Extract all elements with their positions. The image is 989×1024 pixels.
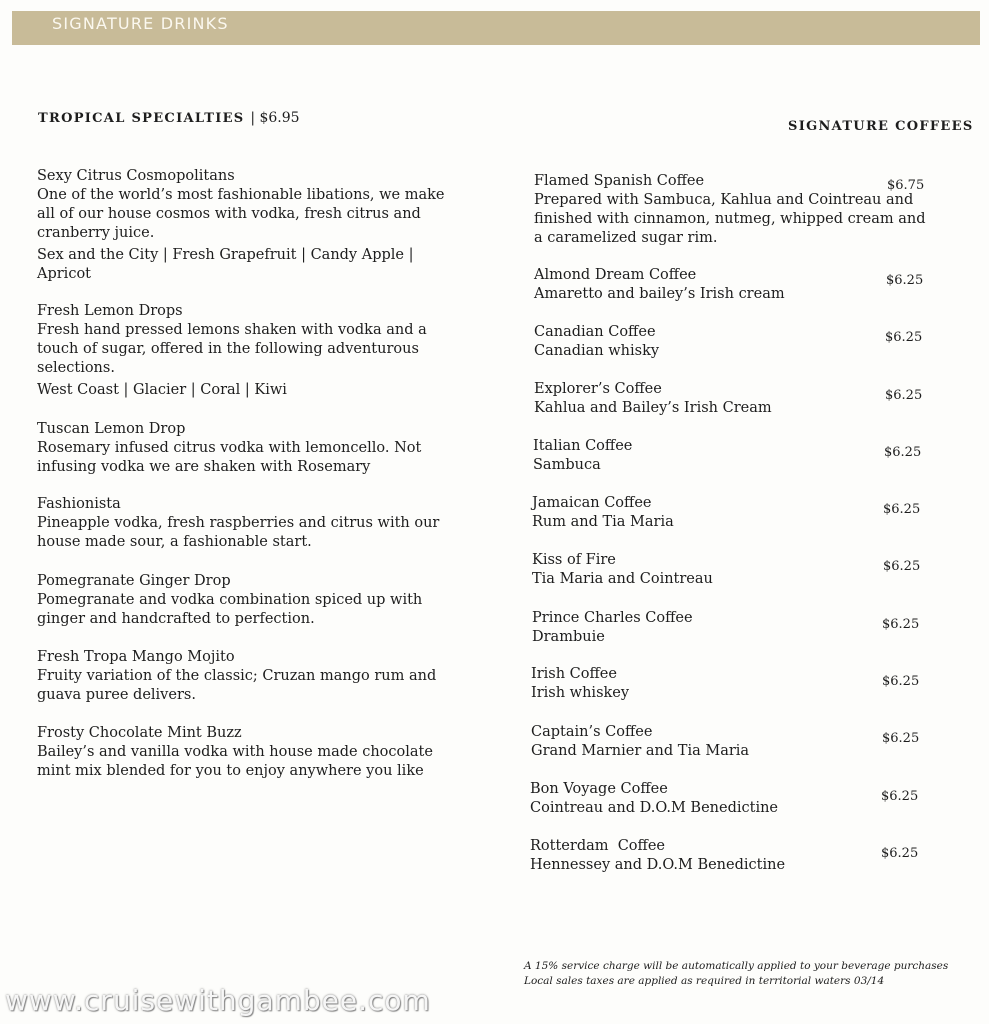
tropical-heading-label: TROPICAL SPECIALTIES (38, 111, 245, 126)
tropical-price: | $6.95 (250, 110, 300, 126)
item-name: Sexy Citrus Cosmopolitans (37, 168, 235, 184)
item-price: $6.25 (885, 330, 923, 345)
coffees-heading: SIGNATURE COFFEES (788, 119, 974, 134)
tropical-heading (38, 110, 300, 126)
coffee-item (530, 780, 930, 818)
footnote-line-2: Local sales taxes are applied as required in territorial waters 03/14 (524, 975, 885, 987)
coffee-item (530, 837, 930, 875)
item-name: Canadian Coffee (534, 324, 656, 340)
menu-item (37, 648, 447, 705)
item-description: Kahlua and Bailey’s Irish Cream (534, 400, 772, 416)
page-title: SIGNATURE DRINKS (52, 14, 229, 33)
coffee-item (532, 494, 932, 532)
item-price: $6.25 (881, 789, 919, 804)
menu-item (37, 302, 447, 400)
item-price: $6.25 (882, 731, 920, 746)
coffee-item (534, 323, 934, 361)
item-variants: Sex and the City | Fresh Grapefruit | Candy Apple | Apricot (37, 247, 414, 282)
menu-item (37, 167, 447, 284)
menu-item (37, 572, 447, 629)
item-description: Amaretto and bailey’s Irish cream (534, 286, 785, 302)
item-name: Frosty Chocolate Mint Buzz (37, 725, 242, 741)
item-description: Cointreau and D.O.M Benedictine (530, 800, 779, 816)
coffee-item (534, 172, 934, 248)
item-price: $6.25 (881, 846, 919, 861)
item-description: Grand Marnier and Tia Maria (531, 743, 750, 759)
item-name: Pomegranate Ginger Drop (37, 573, 231, 589)
item-name: Fresh Tropa Mango Mojito (37, 649, 235, 665)
header-band (12, 11, 980, 45)
item-description: One of the world’s most fashionable libations, we make all of our house cosmos with vodka, fresh citrus and cranberry juice. (37, 187, 445, 241)
menu-item (37, 724, 447, 781)
item-price: $6.75 (887, 178, 925, 193)
item-price: $6.25 (882, 617, 920, 632)
item-variants: West Coast | Glacier | Coral | Kiwi (37, 382, 287, 398)
item-description: Tia Maria and Cointreau (532, 571, 713, 587)
watermark: www.cruisewithgambee.com (5, 984, 431, 1017)
item-price: $6.25 (885, 388, 923, 403)
menu-item (37, 420, 447, 477)
item-price: $6.25 (882, 674, 920, 689)
coffee-item (531, 665, 931, 703)
item-price: $6.25 (884, 445, 922, 460)
item-name: Explorer’s Coffee (534, 381, 662, 397)
item-description: Drambuie (532, 629, 605, 645)
item-price: $6.25 (886, 273, 924, 288)
item-description: Pomegranate and vodka combination spiced up with ginger and handcrafted to perfection. (37, 592, 423, 627)
item-description: Sambuca (533, 457, 601, 473)
coffee-item (533, 437, 933, 475)
coffee-item (534, 266, 934, 304)
coffee-item (531, 723, 931, 761)
item-name: Irish Coffee (531, 666, 617, 682)
menu-item (37, 495, 447, 552)
item-name: Captain’s Coffee (531, 724, 653, 740)
item-description: Rosemary infused citrus vodka with lemoncello. Not infusing vodka we are shaken with Rosemary (37, 440, 422, 475)
item-description: Fresh hand pressed lemons shaken with vodka and a touch of sugar, offered in the following adventurous selections. (37, 322, 427, 376)
item-description: Hennessey and D.O.M Benedictine (530, 857, 786, 873)
item-name: Tuscan Lemon Drop (37, 421, 186, 437)
item-description: Pineapple vodka, fresh raspberries and citrus with our house made sour, a fashionable start. (37, 515, 440, 550)
coffee-item (532, 609, 932, 647)
service-charge-note (524, 959, 964, 989)
item-description: Bailey’s and vanilla vodka with house made chocolate mint mix blended for you to enjoy anywhere you like (37, 744, 433, 779)
item-description: Prepared with Sambuca, Kahlua and Cointreau and finished with cinnamon, nutmeg, whipped cream and a caramelized sugar rim. (534, 192, 926, 246)
item-description: Canadian whisky (534, 343, 660, 359)
item-name: Prince Charles Coffee (532, 610, 693, 626)
item-name: Bon Voyage Coffee (530, 781, 668, 797)
item-name: Rotterdam Coffee (530, 838, 665, 854)
item-name: Almond Dream Coffee (534, 267, 697, 283)
coffee-item (534, 380, 934, 418)
item-description: Rum and Tia Maria (532, 514, 674, 530)
item-price: $6.25 (883, 559, 921, 574)
item-name: Fashionista (37, 496, 121, 512)
item-name: Flamed Spanish Coffee (534, 173, 705, 189)
item-name: Fresh Lemon Drops (37, 303, 183, 319)
item-name: Kiss of Fire (532, 552, 616, 568)
item-description: Fruity variation of the classic; Cruzan mango rum and guava puree delivers. (37, 668, 437, 703)
item-name: Jamaican Coffee (532, 495, 652, 511)
item-name: Italian Coffee (533, 438, 633, 454)
coffee-item (532, 551, 932, 589)
footnote-line-1: A 15% service charge will be automatically applied to your beverage purchases (524, 960, 949, 972)
item-description: Irish whiskey (531, 685, 630, 701)
item-price: $6.25 (883, 502, 921, 517)
